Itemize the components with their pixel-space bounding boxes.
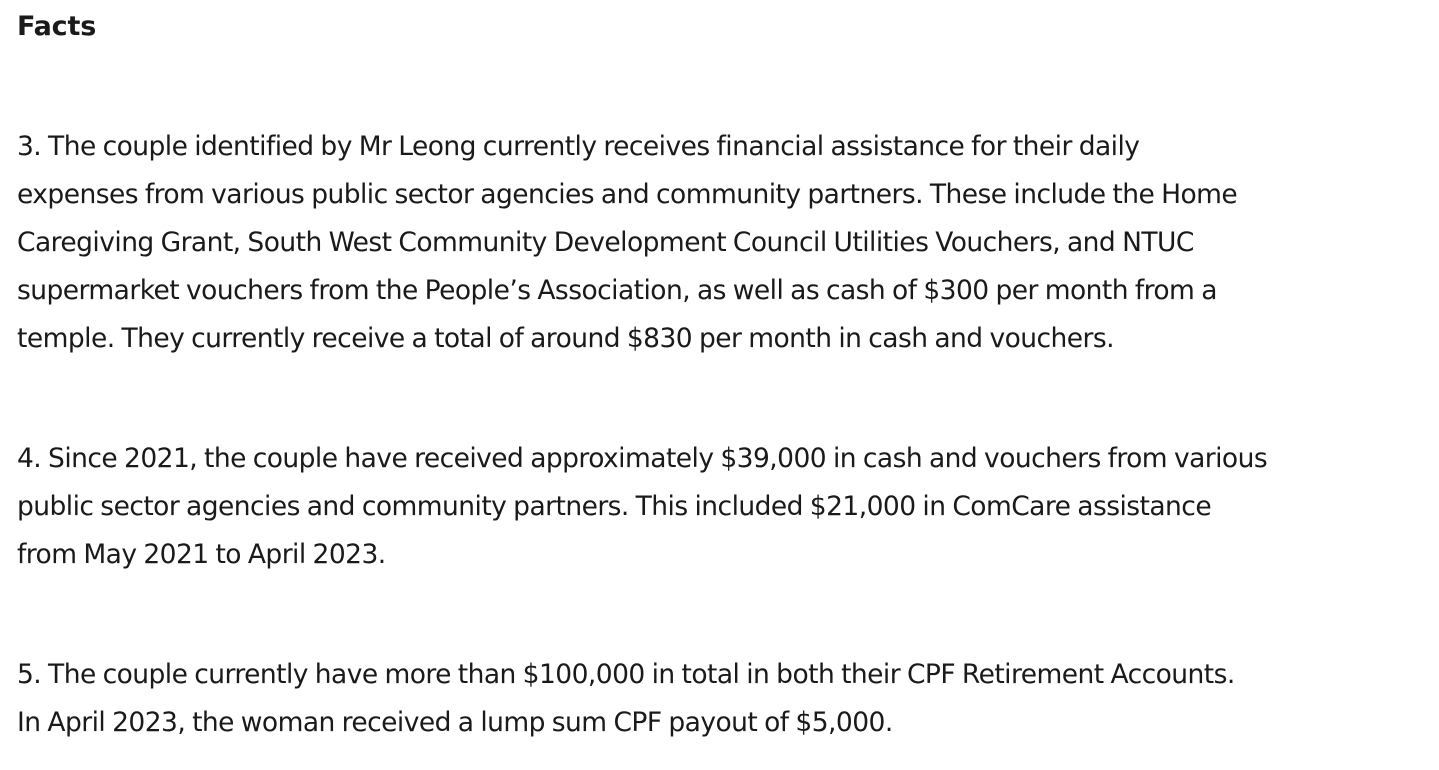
paragraph-line: 3. The couple identified by Mr Leong currently receives financial assistance for their daily bbox=[17, 131, 1140, 162]
paragraph-line: temple. They currently receive a total of around $830 per month in cash and vouchers. bbox=[17, 323, 1114, 354]
paragraph-line: 5. The couple currently have more than $100,000 in total in both their CPF Retirement Accounts. bbox=[17, 659, 1235, 690]
paragraph-4 bbox=[17, 435, 1439, 579]
paragraph-5 bbox=[17, 651, 1439, 747]
paragraph-line: Caregiving Grant, South West Community Development Council Utilities Vouchers, and NTUC bbox=[17, 227, 1194, 258]
paragraph-line: public sector agencies and community partners. This included $21,000 in ComCare assistance bbox=[17, 491, 1212, 522]
paragraph-line: In April 2023, the woman received a lump sum CPF payout of $5,000. bbox=[17, 707, 893, 738]
section-heading: Facts bbox=[17, 11, 97, 42]
paragraph-line: expenses from various public sector agencies and community partners. These include the Home bbox=[17, 179, 1238, 210]
paragraph-line: supermarket vouchers from the People’s Association, as well as cash of $300 per month from a bbox=[17, 275, 1217, 306]
paragraph-3 bbox=[17, 123, 1439, 363]
paragraph-line: from May 2021 to April 2023. bbox=[17, 539, 386, 570]
paragraph-line: 4. Since 2021, the couple have received approximately $39,000 in cash and vouchers from various bbox=[17, 443, 1268, 474]
